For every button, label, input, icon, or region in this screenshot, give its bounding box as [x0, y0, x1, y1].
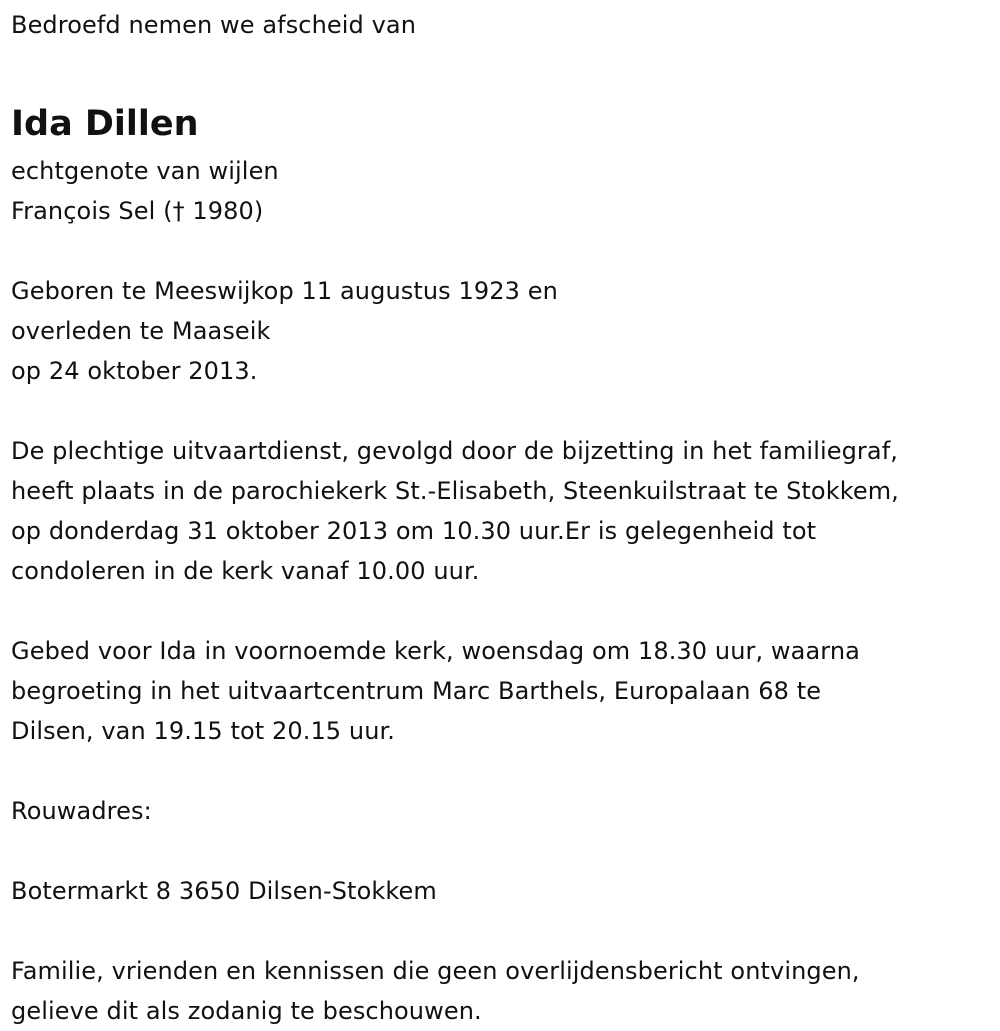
birth-death-line: overleden te Maaseik — [11, 317, 271, 345]
birth-death-line: op 24 oktober 2013. — [11, 357, 258, 385]
prayer-line: Gebed voor Ida in voornoemde kerk, woensdag om 18.30 uur, waarna — [11, 637, 860, 665]
prayer-line: Dilsen, van 19.15 tot 20.15 uur. — [11, 717, 396, 745]
closing-line: gelieve dit als zodanig te beschouwen. — [11, 997, 482, 1025]
spouse-line-2: François Sel († 1980) — [11, 197, 264, 225]
deceased-name: Ida Dillen — [11, 104, 199, 144]
address-label: Rouwadres: — [11, 797, 152, 825]
closing-line: Familie, vrienden en kennissen die geen overlijdensbericht ontvingen, — [11, 957, 860, 985]
birth-death-line: Geboren te Meeswijkop 11 augustus 1923 en — [11, 277, 558, 305]
address-text: Botermarkt 8 3650 Dilsen-Stokkem — [11, 877, 437, 905]
service-line: heeft plaats in de parochiekerk St.-Elisabeth, Steenkuilstraat te Stokkem, — [11, 477, 899, 505]
service-line: op donderdag 31 oktober 2013 om 10.30 uur.Er is gelegenheid tot — [11, 517, 817, 545]
obituary-notice — [11, 0, 996, 1031]
service-line: condoleren in de kerk vanaf 10.00 uur. — [11, 557, 480, 585]
prayer-line: begroeting in het uitvaartcentrum Marc Barthels, Europalaan 68 te — [11, 677, 822, 705]
intro-text: Bedroefd nemen we afscheid van — [11, 11, 417, 39]
service-line: De plechtige uitvaartdienst, gevolgd door de bijzetting in het familiegraf, — [11, 437, 898, 465]
spouse-line-1: echtgenote van wijlen — [11, 157, 279, 185]
